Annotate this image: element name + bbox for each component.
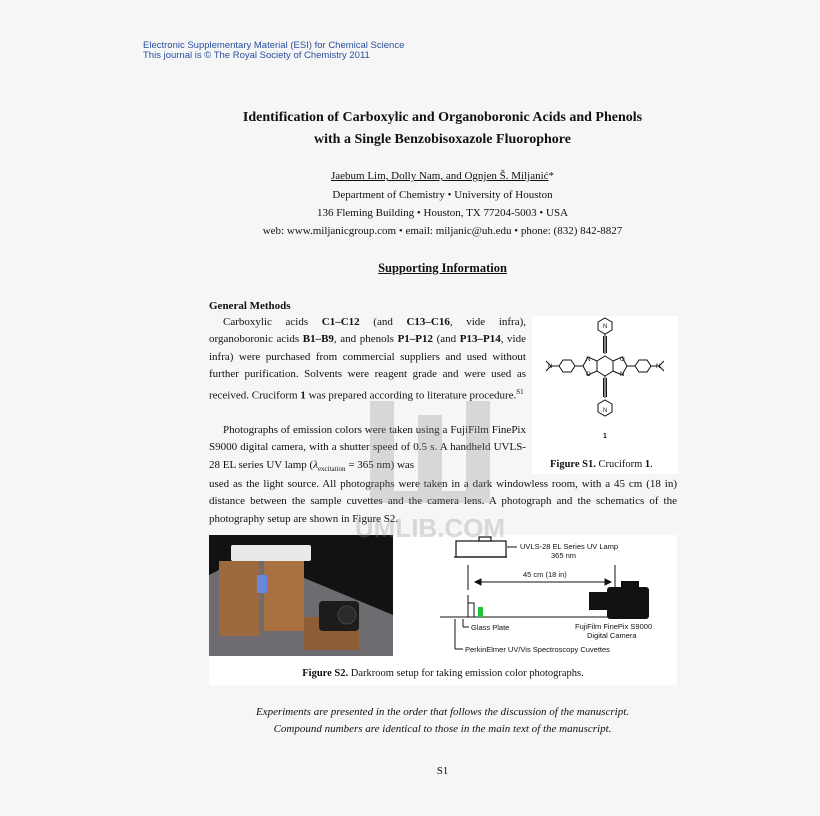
page-number: S1 [436, 765, 449, 777]
green-cuvette [478, 607, 483, 617]
paper-title-line-1: Identification of Carboxylic and Organoboronic Acids and Phenols [242, 110, 643, 125]
left-phenyl-ring [559, 360, 575, 372]
section-title: Supporting Information [378, 261, 507, 275]
uv-lamp-schematic [456, 541, 506, 557]
figure-s1-caption: Figure S1. Cruciform 1. [550, 459, 653, 470]
contact-info: web: www.miljanicgroup.com • email: miljanic@uh.edu • phone: (832) 842-8827 [262, 225, 623, 237]
distance-label: 45 cm (18 in) [523, 570, 567, 579]
atom-label-n-bottom: N [603, 408, 608, 414]
darkroom-photo-illustration [209, 535, 393, 656]
figure-s2-caption: Figure S2. Darkroom setup for taking emission color photographs. [302, 668, 584, 679]
journal-header-line-1: Electronic Supplementary Material (ESI) for Chemical Science [143, 40, 405, 51]
lamp-label-line-2: 365 nm [551, 551, 577, 560]
atom-label-n-right: N [620, 372, 625, 378]
atom-label-n-dimethylamino-right: N [656, 364, 661, 370]
uv-lamp-photo [231, 545, 311, 561]
atom-label-o-left: O [586, 372, 591, 378]
figure-s1 [532, 316, 678, 474]
paper-title-line-2: with a Single Benzobisoxazole Fluorophore [314, 132, 571, 147]
atom-label-n-top: N [603, 324, 608, 330]
cuvette-label: PerkinElmer UV/Vis Spectroscopy Cuvettes [465, 645, 610, 654]
author-names: Jaebum Lim, Dolly Nam, and Ognjen Š. Miljanić [330, 170, 549, 182]
paragraph-materials: Carboxylic acids C1–C12 (and C13–C16, vide infra), organoboronic acids B1–B9, and phenols P1–P12 (and P13–P14, vide infra) were purchased from commercial suppliers and used without further purification. Solvents were reagent grade and were used as received. Cruciform 1 was prepared according to literature procedure.$^{S1}$ [209, 316, 526, 402]
camera-label-line-2: Digital Camera [587, 631, 637, 640]
cardboard-stand-right [264, 561, 304, 631]
figure-s2 [209, 535, 677, 685]
general-methods-heading: General Methods [209, 300, 291, 312]
lamp-label-line-1: UVLS-28 EL Series UV Lamp [520, 542, 619, 551]
department: Department of Chemistry • University of Houston [332, 189, 553, 201]
camera-schematic [589, 581, 649, 619]
glass-plate-label: Glass Plate [471, 623, 510, 632]
corresponding-star: * [548, 170, 555, 182]
glowing-cuvette [257, 575, 267, 593]
atom-label-o-right: O [620, 357, 625, 363]
setup-schematic [399, 535, 677, 661]
footer-note-line-2: Compound numbers are identical to those in the main text of the manuscript. [273, 723, 612, 735]
central-benzene-ring [597, 356, 613, 376]
journal-header-line-2: This journal is © The Royal Society of Chemistry 2011 [143, 50, 370, 61]
paper-title [150, 107, 735, 151]
compound-number-label: 1 [603, 433, 607, 440]
camera-label-line-1: FujiFilm FinePix S9000 [575, 622, 653, 631]
darkroom-photograph [209, 535, 393, 656]
paragraph-photography: Photographs of emission colors were taken using a FujiFilm FinePix S9000 digital camera, with a shutter speed of 0.5 s. A handheld UVLS-28 EL series UV lamp ($\lambda_{excitation} = 365$ nm) was [209, 424, 526, 473]
right-phenyl-ring [635, 360, 651, 372]
address: 136 Fleming Building • Houston, TX 77204-5003 • USA [316, 207, 569, 219]
footer-note-line-1: Experiments are presented in the order that follows the discussion of the manuscript. [255, 706, 630, 718]
cardboard-stand-left [219, 561, 259, 636]
paragraph-photography-continued: used as the light source. All photographs were taken in a dark windowless room, with a 45 cm (18 in) distance between the sample cuvettes and the camera lens. A photograph and the schematics of the photography setup are shown in Figure S2. [209, 478, 677, 525]
watermark-text: UMLIB.COM [354, 513, 506, 543]
cruciform-structure [532, 316, 678, 448]
author-line [150, 170, 735, 182]
atom-label-n-left: N [586, 357, 591, 363]
atom-label-n-dimethylamino-left: N [548, 364, 553, 370]
